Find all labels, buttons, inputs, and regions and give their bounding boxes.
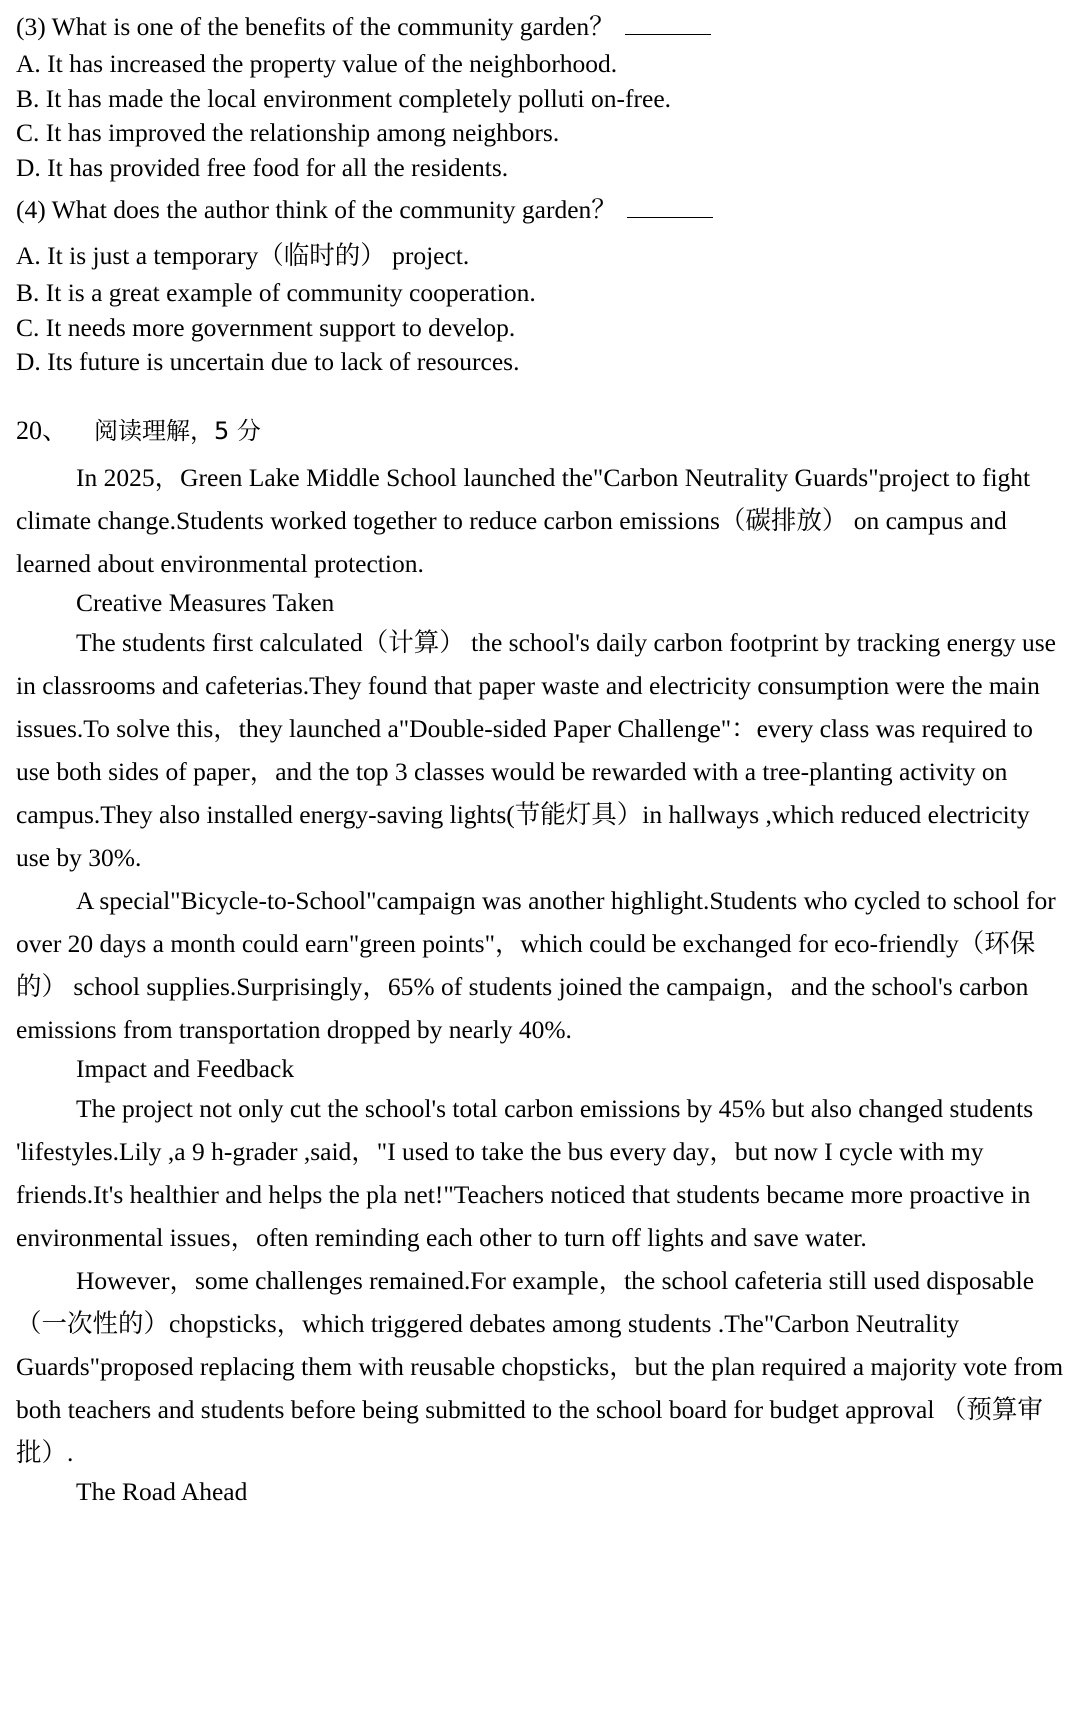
passage-paragraph-2: The students first calculated（计算） the school's daily carbon footprint by tracking energy use in classrooms and cafeterias.They found that paper waste and electricity consumption were the main issues.To solve this，they launched a"Double-sided Paper Challenge"：every class was required to use both sides of paper，and the top 3 classes would be rewarded with a tree-planting activity on campus.They also installed energy-saving lights(节能灯具）in hallways ,which reduced electricity use by 30%. [16,627,1056,872]
answer-blank [625,14,711,35]
passage-subheading-creative-measures: Creative Measures Taken [76,587,335,617]
passage-paragraph-4: The project not only cut the school's total carbon emissions by 45% but also changed students 'lifestyles.Lily ,a 9 h-grader ,said，"I used to take the bus every day，but now I cycle with my friends.It's healthier and helps the pla net!"Teachers noticed that students became more proactive in environmental issues，often reminding each other to turn off lights and save water. [16,1093,1034,1252]
question-4-option-b: B. It is a great example of community cooperation. [16,278,536,308]
passage-paragraph-3: A special"Bicycle-to-School"campaign was another highlight.Students who cycled to school for over 20 days a month could earn"green points"，which could be exchanged for eco-friendly（环保的） school supplies.Surprisingly，65% of students joined the campaign，and the school's carbon emissions from transportation dropped by nearly 40%. [16,885,1056,1044]
question-4 [16,193,1080,380]
passage-subheading-impact-feedback: Impact and Feedback [76,1053,295,1083]
question-4-option-d: D. Its future is uncertain due to lack of resources. [16,347,520,377]
passage-paragraph-5: However，some challenges remained.For example，the school cafeteria still used disposable（一次性的）chopsticks，which triggered debates among students .The"Carbon Neutrality Guards"proposed replacing them with reusable chopsticks，but the plan required a majority vote from both teachers and students before being submitted to the school board for budget approval （预算审批）. [16,1265,1064,1467]
question-3-title: (3) What is one of the benefits of the community garden？ [16,12,615,41]
question-3 [16,10,1080,185]
section-20-heading [16,414,1080,448]
answer-blank [627,197,713,218]
section-title: 阅读理解，5 分 [94,416,261,445]
question-3-option-b: B. It has made the local environment completely polluti on-free. [16,83,672,113]
passage-subheading-road-ahead: The Road Ahead [76,1476,248,1506]
passage-paragraph-1: In 2025，Green Lake Middle School launched the"Carbon Neutrality Guards"project to fight climate change.Students worked together to reduce carbon emissions（碳排放） on campus and learned about environmental protection. [16,462,1031,578]
question-3-option-c: C. It has improved the relationship among neighbors. [16,118,560,148]
question-4-title: (4) What does the author think of the community garden？ [16,195,617,225]
question-3-option-d: D. It has provided free food for all the residents. [16,152,509,182]
question-4-option-a: A. It is just a temporary（临时的） project. [16,241,470,271]
question-4-option-c: C. It needs more government support to develop. [16,312,516,342]
section-number: 20、 [16,415,69,445]
question-3-option-a: A. It has increased the property value of the neighborhood. [16,49,618,79]
